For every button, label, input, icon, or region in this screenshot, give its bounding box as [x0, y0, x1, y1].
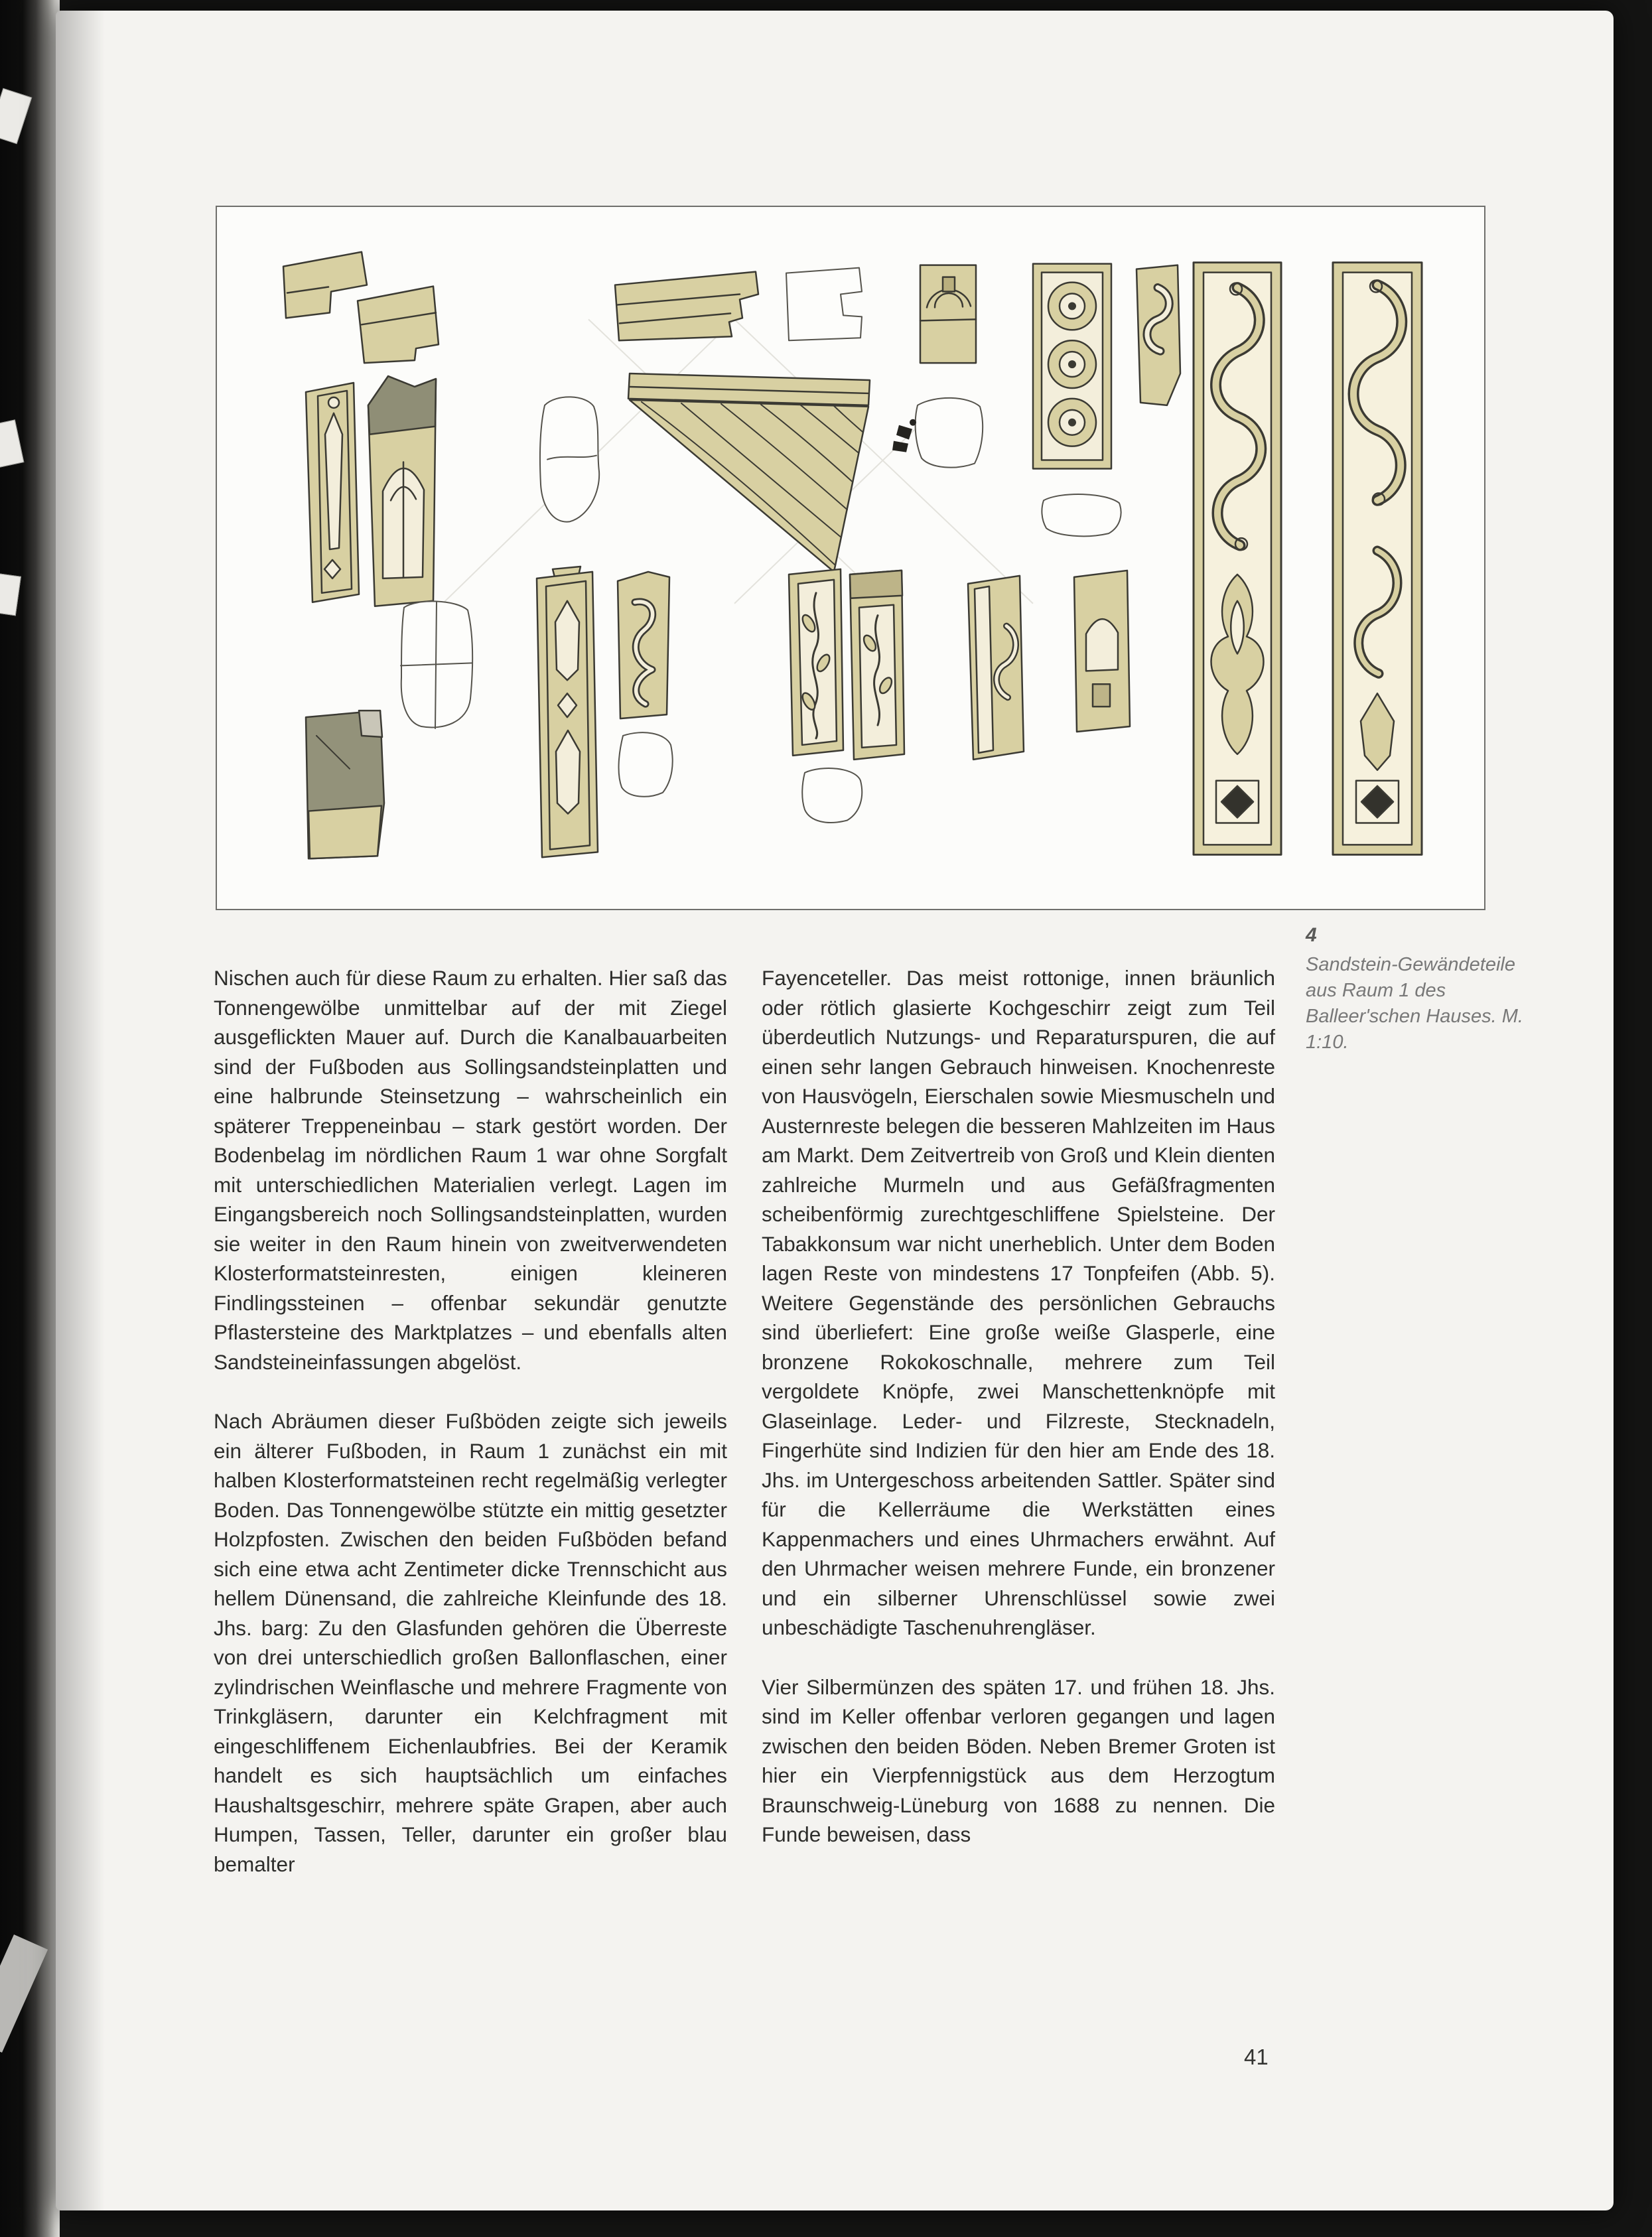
stone-outline-fragment: [802, 768, 862, 823]
baluster-fragment: [537, 567, 598, 857]
dark-stone-fragment: [306, 711, 384, 858]
body-text: [214, 963, 1275, 1879]
carved-jamb-fragment: [306, 383, 359, 602]
stone-outline-fragment: [619, 732, 673, 797]
leaf-carved-fragment: [789, 569, 843, 756]
molding-fragment: [358, 287, 439, 364]
paragraph: Fayenceteller. Das meist rottonige, innen bräunlich oder rötlich glasierte Kochgeschirr zeigt zum Teil überdeutlich Nutzungs- und Reparaturspuren, die auf einen sehr langen Gebrauch hinweisen. Knochenreste von Hausvögeln, Eierschalen sowie Miesmuscheln und Austernreste belegen die besseren Mahlzeiten im Haus am Markt. Dem Zeitvertreib von Groß und Klein dienten zahlreiche Murmeln und aus Gefäßfragmenten scheibenförmig zurechtgeschliffene Spielsteine. Der Tabakkonsum war nicht unerheblich. Unter dem Boden lagen Reste von mindestens 17 Tonpfeifen (Abb. 5). Weitere Gegenstände des persönlichen Gebrauchs sind überliefert: Eine große weiße Glasperle, eine bronzene Rokokoschnalle, mehrere zum Teil vergoldete Knöpfe, zwei Manschettenknöpfe mit Glaseinlage. Leder- und Filzreste, Stecknadeln, Fingerhüte sind Indizien für den hier am Ende des 18. Jhs. im Untergeschoss arbeitenden Sattler. Später sind für die Kellerräume die Werkstätten eines Kappenmachers und eines Uhrmachers erwähnt. Auf den Uhrmacher weisen mehrere Funde, ein bronzener und ein silberner Uhrenschlüssel sowie zwei unbeschädigte Taschenuhrengläser.: [762, 966, 1275, 1639]
page-number: 41: [1244, 2045, 1269, 2069]
stone-outline-fragment: [540, 397, 599, 521]
adjacent-page-fragment: [0, 573, 21, 616]
leaf-carved-fragment: [850, 571, 904, 760]
book-binding: [0, 0, 60, 2237]
figure-caption: [1306, 922, 1531, 1055]
carved-fragment: [920, 265, 976, 363]
figure-caption-text: Sandstein-Gewändeteile aus Raum 1 des Balleer'schen Hauses. M. 1:10.: [1306, 954, 1523, 1053]
adjacent-page-fragment: [0, 419, 24, 468]
carved-fragment: [618, 572, 669, 718]
s-scroll-panel: [1333, 263, 1422, 855]
s-scroll-panel: [1194, 263, 1281, 855]
figure-4: [216, 206, 1485, 910]
stone-fragments: [283, 252, 1422, 859]
scroll-fragment: [1136, 265, 1180, 405]
adjacent-page-fragment: [0, 88, 32, 145]
figure-4-drawing: [217, 207, 1484, 909]
guilloche-panel: [1033, 264, 1111, 469]
carved-jamb-fragment: [968, 576, 1024, 760]
page: [56, 11, 1614, 2210]
stone-outline-fragment: [916, 398, 983, 468]
carved-jamb-fragment: [368, 376, 436, 606]
carved-fragment: [1074, 571, 1130, 732]
paragraph: Vier Silbermünzen des späten 17. und frühen 18. Jhs. sind im Keller offenbar verloren gegangen und lagen zwischen den beiden Böden. Neben Bremer Groten ist hier ein Vierpfennigstück aus dem Herzogtum Braunschweig-Lüneburg von 1688 zu nennen. Die Funde beweisen, dass: [762, 1674, 1275, 1846]
paragraph: Nischen auch für diese Raum zu erhalten. Hier saß das Tonnengewölbe unmittelbar auf der mit Ziegel ausgeflickten Mauer auf. Durch die Kanalbauarbeiten sind der Fußboden aus Sollingsandsteinplatten und eine halbrunde Steinsetzung – wahrscheinlich ein späterer Treppeneinbau – stark gestört worden. Der Bodenbelag im nördlichen Raum 1 war ohne Sorgfalt mit unterschiedlichen Materialien verlegt. Lagen im Eingangsbereich noch Sollingsandsteinplatten, wurden sie weiter in den Raum hinein von zweitverwendeten Klosterformatsteinresten, einigen kleineren Findlingssteinen – offenbar sekundär genutzte Pflastersteine des Marktplatzes – und ebenfalls alten Sandsteineinfassungen abgelöst.: [214, 966, 727, 1374]
iron-fittings: [892, 419, 916, 452]
stone-outline-fragment: [1042, 494, 1121, 536]
fluted-fragment: [628, 373, 870, 572]
figure-number: 4: [1306, 924, 1317, 946]
paragraph: Nach Abräumen dieser Fußböden zeigte sich jeweils ein älterer Fußboden, in Raum 1 zunächst ein mit halben Klosterformatsteinen recht regelmäßig verlegter Boden. Das Tonnengewölbe stützte ein mittig gesetzter Holzpfosten. Zwischen den beiden Fußböden befand sich eine etwa acht Zentimeter dicke Trennschicht aus hellem Dünensand, die zahlreiche Kleinfunde des 18. Jhs. barg: Zu den Glasfunden gehören die Überreste von drei unterschiedlich großen Ballonflaschen, einer zylindrischen Weinflasche und mehrere Fragmente von Trinkgläsern, darunter ein Kelchfragment mit eingeschliffenem Eichenlaubfries. Bei der Keramik handelt es sich hauptsächlich um einfaches Haushaltsgeschirr, mehrere späte Grapen, aber auch Humpen, Tassen, Teller, darunter ein großer blau bemalter: [214, 1409, 727, 1876]
molding-fragment: [615, 272, 758, 341]
molding-fragment: [283, 252, 367, 318]
adjacent-page-fragment: [0, 1934, 48, 2053]
left-column: [214, 963, 727, 1879]
right-column: [762, 963, 1275, 1879]
stone-outline-fragment: [786, 268, 862, 341]
stone-outline-fragment: [401, 601, 472, 728]
